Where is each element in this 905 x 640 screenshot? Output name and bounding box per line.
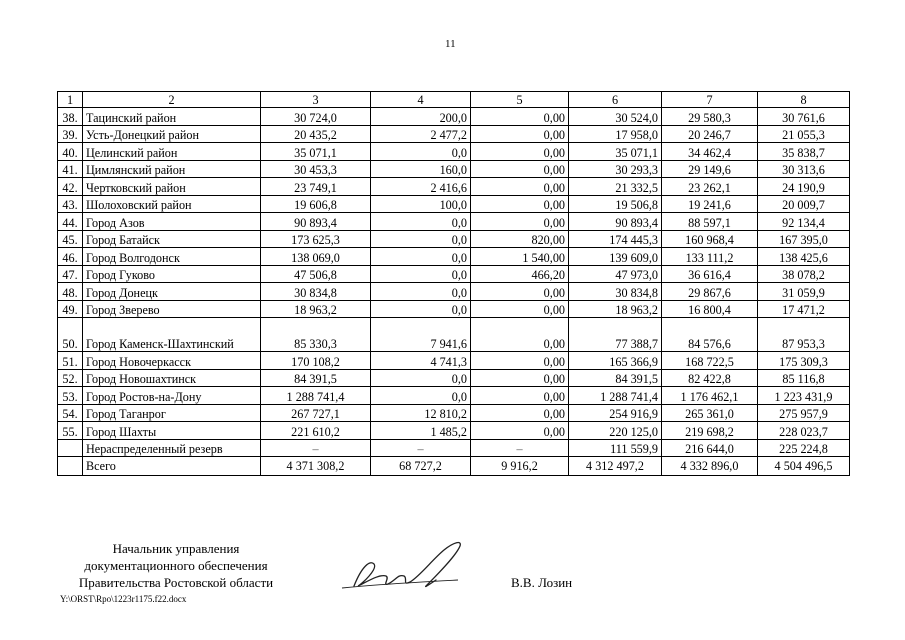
value-c8: 225 224,8 bbox=[758, 439, 850, 457]
value-c6: 90 893,4 bbox=[569, 213, 662, 231]
value-c3: 90 893,4 bbox=[261, 213, 371, 231]
table-row bbox=[58, 439, 850, 457]
table-row bbox=[58, 143, 850, 161]
value-c3: 85 330,3 bbox=[261, 318, 371, 352]
header-cell: 8 bbox=[758, 92, 850, 108]
value-c7: 216 644,0 bbox=[662, 439, 758, 457]
total-c8: 4 504 496,5 bbox=[758, 457, 850, 476]
value-c8: 92 134,4 bbox=[758, 213, 850, 231]
value-c7: 219 698,2 bbox=[662, 422, 758, 440]
row-number: 48. bbox=[58, 283, 83, 301]
table-row bbox=[58, 352, 850, 370]
row-number: 39. bbox=[58, 125, 83, 143]
table-row bbox=[58, 108, 850, 126]
table-row bbox=[58, 318, 850, 352]
total-c7: 4 332 896,0 bbox=[662, 457, 758, 476]
value-c7: 29 149,6 bbox=[662, 160, 758, 178]
value-c3: 173 625,3 bbox=[261, 230, 371, 248]
value-c5: 0,00 bbox=[471, 160, 569, 178]
value-c4: 0,0 bbox=[371, 300, 471, 318]
municipality-name: Город Шахты bbox=[83, 422, 261, 440]
value-c5: 0,00 bbox=[471, 369, 569, 387]
header-cell: 3 bbox=[261, 92, 371, 108]
signer-name: В.В. Лозин bbox=[511, 575, 573, 590]
value-c8: 30 313,6 bbox=[758, 160, 850, 178]
value-c8: 85 116,8 bbox=[758, 369, 850, 387]
value-c5: 0,00 bbox=[471, 387, 569, 405]
value-c8: 1 223 431,9 bbox=[758, 387, 850, 405]
total-number-cell bbox=[58, 457, 83, 476]
value-c7: 1 176 462,1 bbox=[662, 387, 758, 405]
signatory-title-line-1: Начальник управления bbox=[112, 541, 240, 556]
value-c5: 0,00 bbox=[471, 352, 569, 370]
municipality-name: Город Донецк bbox=[83, 283, 261, 301]
value-c6: 254 916,9 bbox=[569, 404, 662, 422]
municipality-name: Город Таганрог bbox=[83, 404, 261, 422]
file-path: Y:\ORST\Rpo\1223r1175.f22.docx bbox=[60, 594, 187, 604]
value-c5: 0,00 bbox=[471, 125, 569, 143]
page-number: 11 bbox=[445, 38, 456, 50]
row-number: 43. bbox=[58, 195, 83, 213]
table-row bbox=[58, 178, 850, 196]
value-c6: 17 958,0 bbox=[569, 125, 662, 143]
table-row bbox=[58, 387, 850, 405]
value-c5: 820,00 bbox=[471, 230, 569, 248]
row-number: 38. bbox=[58, 108, 83, 126]
value-c3: 221 610,2 bbox=[261, 422, 371, 440]
value-c5: 0,00 bbox=[471, 318, 569, 352]
value-c8: 87 953,3 bbox=[758, 318, 850, 352]
value-c5: 0,00 bbox=[471, 300, 569, 318]
value-c7: 265 361,0 bbox=[662, 404, 758, 422]
municipality-name: Город Новочеркасск bbox=[83, 352, 261, 370]
table-row bbox=[58, 369, 850, 387]
table-row bbox=[58, 248, 850, 266]
value-c4: 0,0 bbox=[371, 265, 471, 283]
value-c5: 0,00 bbox=[471, 178, 569, 196]
value-c6: 30 834,8 bbox=[569, 283, 662, 301]
value-c8: 175 309,3 bbox=[758, 352, 850, 370]
handwritten-signature bbox=[340, 536, 480, 596]
value-c4: – bbox=[371, 439, 471, 457]
row-number: 49. bbox=[58, 300, 83, 318]
value-c3: 35 071,1 bbox=[261, 143, 371, 161]
value-c4: 0,0 bbox=[371, 230, 471, 248]
value-c6: 19 506,8 bbox=[569, 195, 662, 213]
value-c4: 2 477,2 bbox=[371, 125, 471, 143]
value-c8: 30 761,6 bbox=[758, 108, 850, 126]
value-c7: 82 422,8 bbox=[662, 369, 758, 387]
value-c3: 30 834,8 bbox=[261, 283, 371, 301]
value-c3: 30 453,3 bbox=[261, 160, 371, 178]
value-c5: 0,00 bbox=[471, 283, 569, 301]
value-c4: 4 741,3 bbox=[371, 352, 471, 370]
value-c8: 275 957,9 bbox=[758, 404, 850, 422]
header-row bbox=[58, 92, 850, 108]
municipality-name: Город Новошахтинск bbox=[83, 369, 261, 387]
header-cell: 2 bbox=[83, 92, 261, 108]
table-row bbox=[58, 300, 850, 318]
table-row bbox=[58, 422, 850, 440]
value-c8: 21 055,3 bbox=[758, 125, 850, 143]
row-number: 55. bbox=[58, 422, 83, 440]
table-row bbox=[58, 283, 850, 301]
budget-table bbox=[57, 91, 850, 476]
value-c7: 16 800,4 bbox=[662, 300, 758, 318]
municipality-name: Чертковский район bbox=[83, 178, 261, 196]
value-c6: 77 388,7 bbox=[569, 318, 662, 352]
value-c4: 0,0 bbox=[371, 387, 471, 405]
value-c7: 168 722,5 bbox=[662, 352, 758, 370]
municipality-name: Цимлянский район bbox=[83, 160, 261, 178]
value-c3: 18 963,2 bbox=[261, 300, 371, 318]
value-c6: 165 366,9 bbox=[569, 352, 662, 370]
value-c6: 220 125,0 bbox=[569, 422, 662, 440]
value-c8: 20 009,7 bbox=[758, 195, 850, 213]
value-c7: 20 246,7 bbox=[662, 125, 758, 143]
municipality-name: Нераспределенный резерв bbox=[83, 439, 261, 457]
value-c4: 7 941,6 bbox=[371, 318, 471, 352]
municipality-name: Город Батайск bbox=[83, 230, 261, 248]
value-c8: 31 059,9 bbox=[758, 283, 850, 301]
header-cell: 6 bbox=[569, 92, 662, 108]
total-c3: 4 371 308,2 bbox=[261, 457, 371, 476]
value-c8: 38 078,2 bbox=[758, 265, 850, 283]
municipality-name: Город Гуково bbox=[83, 265, 261, 283]
signatory-title bbox=[60, 540, 292, 591]
value-c7: 36 616,4 bbox=[662, 265, 758, 283]
value-c3: 47 506,8 bbox=[261, 265, 371, 283]
row-number: 41. bbox=[58, 160, 83, 178]
value-c7: 160 968,4 bbox=[662, 230, 758, 248]
value-c4: 0,0 bbox=[371, 283, 471, 301]
municipality-name: Город Каменск-Шахтинский bbox=[83, 318, 261, 352]
row-number: 44. bbox=[58, 213, 83, 231]
municipality-name: Город Волгодонск bbox=[83, 248, 261, 266]
municipality-name: Тацинский район bbox=[83, 108, 261, 126]
header-cell: 7 bbox=[662, 92, 758, 108]
table-row bbox=[58, 160, 850, 178]
table-row bbox=[58, 195, 850, 213]
row-number bbox=[58, 439, 83, 457]
value-c4: 100,0 bbox=[371, 195, 471, 213]
row-number: 54. bbox=[58, 404, 83, 422]
value-c3: 1 288 741,4 bbox=[261, 387, 371, 405]
value-c7: 23 262,1 bbox=[662, 178, 758, 196]
value-c6: 35 071,1 bbox=[569, 143, 662, 161]
table-row bbox=[58, 265, 850, 283]
value-c7: 29 580,3 bbox=[662, 108, 758, 126]
total-label: Всего bbox=[83, 457, 261, 476]
signatory-title-line-2: документационного обеспечения bbox=[84, 558, 268, 573]
row-number: 40. bbox=[58, 143, 83, 161]
value-c6: 111 559,9 bbox=[569, 439, 662, 457]
value-c3: 138 069,0 bbox=[261, 248, 371, 266]
value-c3: 19 606,8 bbox=[261, 195, 371, 213]
value-c6: 18 963,2 bbox=[569, 300, 662, 318]
table-row bbox=[58, 230, 850, 248]
row-number: 47. bbox=[58, 265, 83, 283]
value-c7: 29 867,6 bbox=[662, 283, 758, 301]
header-cell: 1 bbox=[58, 92, 83, 108]
value-c5: 0,00 bbox=[471, 422, 569, 440]
value-c8: 138 425,6 bbox=[758, 248, 850, 266]
value-c4: 0,0 bbox=[371, 369, 471, 387]
value-c6: 84 391,5 bbox=[569, 369, 662, 387]
value-c3: 23 749,1 bbox=[261, 178, 371, 196]
table-row bbox=[58, 404, 850, 422]
value-c4: 0,0 bbox=[371, 248, 471, 266]
value-c3: 170 108,2 bbox=[261, 352, 371, 370]
value-c4: 12 810,2 bbox=[371, 404, 471, 422]
row-number: 52. bbox=[58, 369, 83, 387]
value-c3: 30 724,0 bbox=[261, 108, 371, 126]
value-c6: 174 445,3 bbox=[569, 230, 662, 248]
row-number: 50. bbox=[58, 318, 83, 352]
value-c5: 0,00 bbox=[471, 404, 569, 422]
value-c6: 21 332,5 bbox=[569, 178, 662, 196]
value-c5: 466,20 bbox=[471, 265, 569, 283]
value-c5: – bbox=[471, 439, 569, 457]
value-c6: 30 524,0 bbox=[569, 108, 662, 126]
municipality-name: Усть-Донецкий район bbox=[83, 125, 261, 143]
total-row bbox=[58, 457, 850, 476]
value-c3: – bbox=[261, 439, 371, 457]
value-c5: 0,00 bbox=[471, 195, 569, 213]
value-c6: 30 293,3 bbox=[569, 160, 662, 178]
signatory-title-line-3: Правительства Ростовской области bbox=[78, 575, 274, 590]
value-c3: 20 435,2 bbox=[261, 125, 371, 143]
header-cell: 4 bbox=[371, 92, 471, 108]
value-c8: 35 838,7 bbox=[758, 143, 850, 161]
value-c7: 84 576,6 bbox=[662, 318, 758, 352]
municipality-name: Город Азов bbox=[83, 213, 261, 231]
value-c7: 88 597,1 bbox=[662, 213, 758, 231]
value-c6: 139 609,0 bbox=[569, 248, 662, 266]
value-c4: 1 485,2 bbox=[371, 422, 471, 440]
municipality-name: Город Ростов-на-Дону bbox=[83, 387, 261, 405]
value-c8: 228 023,7 bbox=[758, 422, 850, 440]
row-number: 51. bbox=[58, 352, 83, 370]
municipality-name: Город Зверево bbox=[83, 300, 261, 318]
value-c5: 0,00 bbox=[471, 108, 569, 126]
table-row bbox=[58, 213, 850, 231]
value-c4: 0,0 bbox=[371, 213, 471, 231]
header-cell: 5 bbox=[471, 92, 569, 108]
value-c7: 19 241,6 bbox=[662, 195, 758, 213]
value-c3: 84 391,5 bbox=[261, 369, 371, 387]
row-number: 45. bbox=[58, 230, 83, 248]
value-c5: 0,00 bbox=[471, 213, 569, 231]
value-c5: 1 540,00 bbox=[471, 248, 569, 266]
value-c8: 167 395,0 bbox=[758, 230, 850, 248]
value-c4: 2 416,6 bbox=[371, 178, 471, 196]
municipality-name: Шолоховский район bbox=[83, 195, 261, 213]
value-c6: 47 973,0 bbox=[569, 265, 662, 283]
value-c7: 133 111,2 bbox=[662, 248, 758, 266]
row-number: 53. bbox=[58, 387, 83, 405]
total-c5: 9 916,2 bbox=[471, 457, 569, 476]
value-c8: 24 190,9 bbox=[758, 178, 850, 196]
row-number: 46. bbox=[58, 248, 83, 266]
value-c4: 160,0 bbox=[371, 160, 471, 178]
value-c4: 200,0 bbox=[371, 108, 471, 126]
value-c7: 34 462,4 bbox=[662, 143, 758, 161]
value-c5: 0,00 bbox=[471, 143, 569, 161]
total-c6: 4 312 497,2 bbox=[569, 457, 662, 476]
value-c8: 17 471,2 bbox=[758, 300, 850, 318]
value-c3: 267 727,1 bbox=[261, 404, 371, 422]
row-number: 42. bbox=[58, 178, 83, 196]
municipality-name: Целинский район bbox=[83, 143, 261, 161]
value-c4: 0,0 bbox=[371, 143, 471, 161]
total-c4: 68 727,2 bbox=[371, 457, 471, 476]
value-c6: 1 288 741,4 bbox=[569, 387, 662, 405]
table-row bbox=[58, 125, 850, 143]
